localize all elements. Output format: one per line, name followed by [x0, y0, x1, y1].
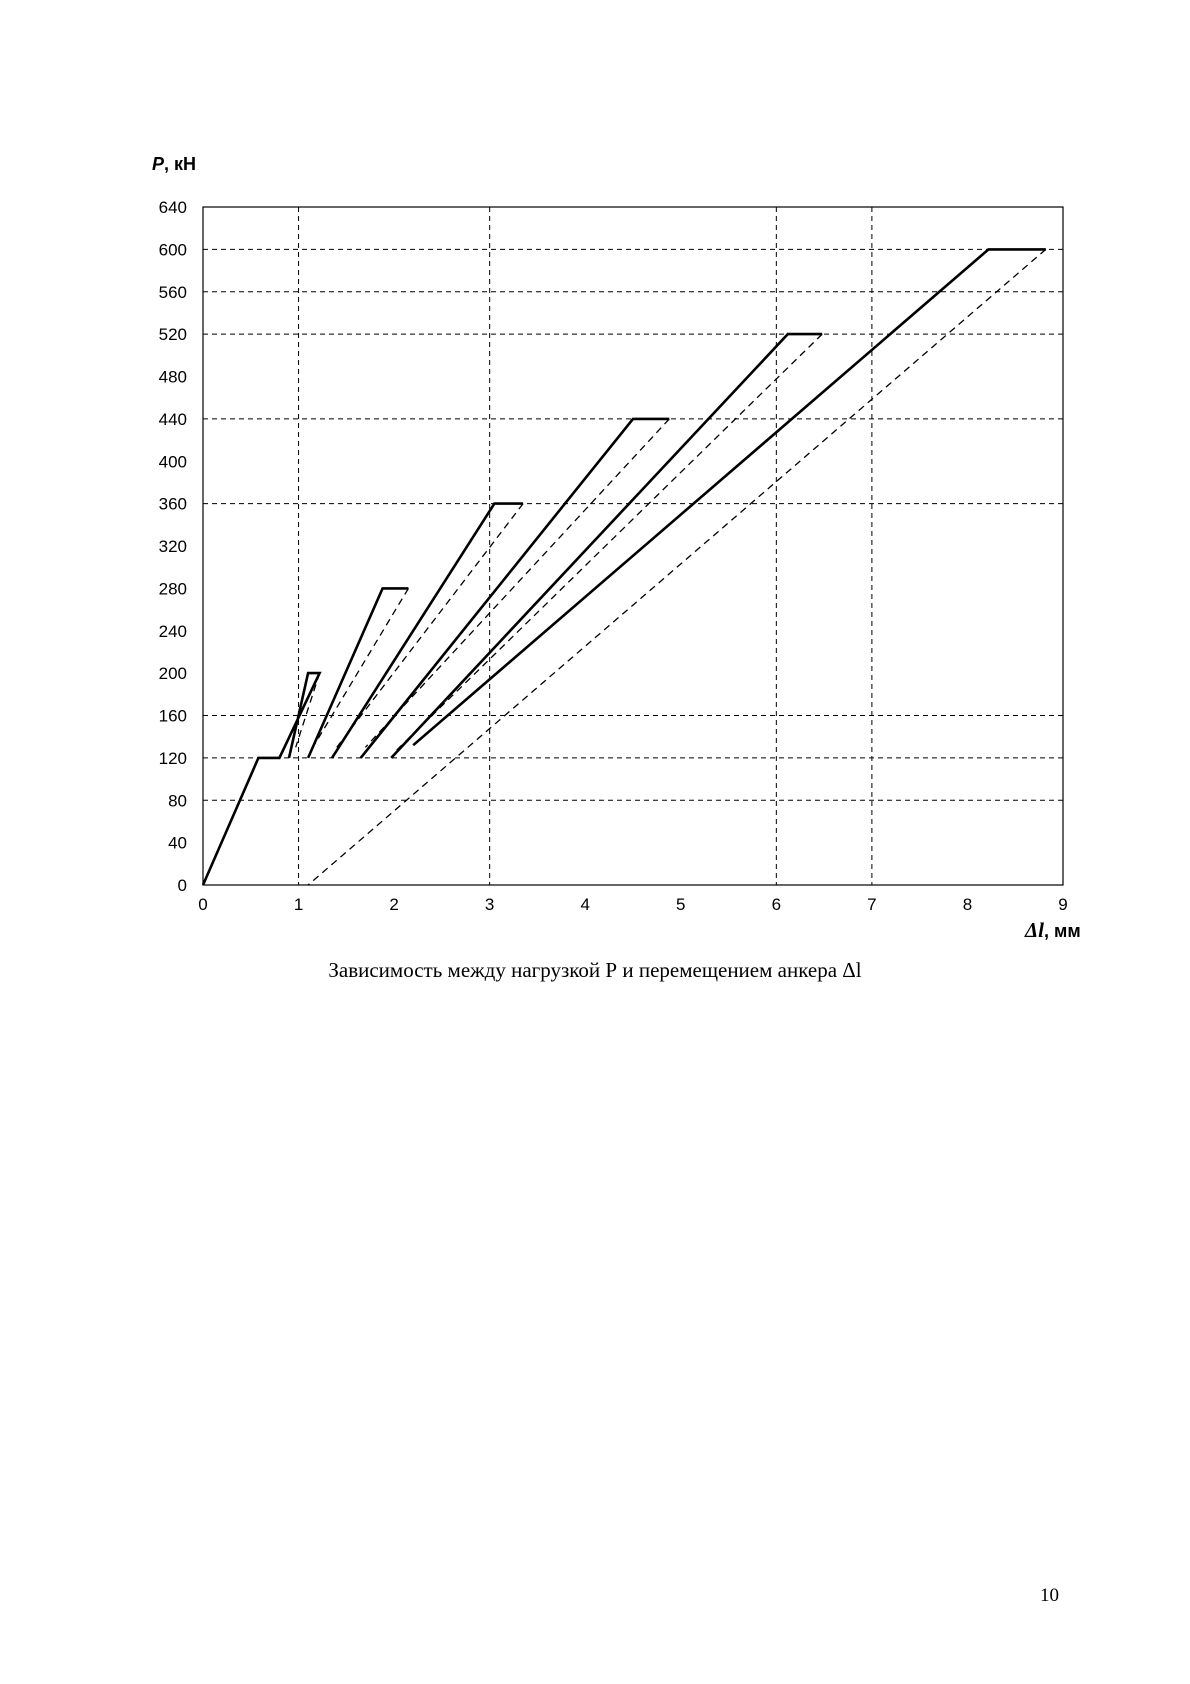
x-tick-label: 1: [293, 895, 304, 914]
y-tick-label: 400: [158, 452, 187, 472]
unloading-curve: [308, 249, 1046, 885]
loading-curve: [203, 673, 320, 885]
y-tick-label: 640: [158, 198, 187, 217]
y-tick-label: 320: [158, 537, 187, 556]
y-tick-label: 360: [158, 494, 187, 514]
x-tick-labels: [198, 895, 1067, 914]
y-tick-label: 0: [177, 876, 187, 895]
x-tick-label: 7: [867, 895, 877, 914]
y-tick-label: 240: [158, 621, 187, 641]
y-tick-labels: [159, 198, 187, 895]
figure-caption: Зависимость между нагрузкой Р и перемещением анкера Δl: [328, 958, 862, 982]
unloading-curve: [313, 588, 409, 747]
y-tick-label: 160: [158, 706, 187, 726]
y-tick-label: 40: [168, 833, 187, 853]
plot-frame: [203, 207, 1063, 885]
grid-lines: [203, 207, 1063, 885]
page-number: 10: [1040, 1585, 1059, 1606]
unloading-curve: [337, 504, 523, 748]
y-tick-label: 560: [158, 282, 187, 302]
y-tick-label: 120: [158, 748, 187, 768]
loading-curve: [413, 249, 1046, 745]
x-tick-label: 9: [1058, 895, 1068, 914]
data-series: [203, 249, 1046, 885]
y-tick-label: 600: [158, 240, 187, 260]
x-tick-label: 4: [580, 895, 590, 914]
y-axis-title: P, кН: [152, 154, 197, 174]
y-tick-label: 280: [158, 579, 187, 599]
x-tick-label: 3: [484, 895, 495, 914]
y-tick-label: 480: [158, 367, 187, 387]
unloading-curve: [365, 419, 669, 747]
x-tick-label: 2: [389, 895, 399, 914]
y-tick-label: 200: [158, 664, 187, 684]
y-tick-label: 80: [168, 791, 187, 811]
x-tick-label: 6: [771, 895, 782, 914]
x-axis-title: Δl, мм: [1025, 918, 1081, 940]
x-tick-label: 0: [198, 895, 208, 914]
x-tick-label: 8: [962, 895, 973, 914]
y-tick-label: 520: [158, 325, 187, 345]
y-tick-label: 440: [158, 409, 187, 429]
x-tick-label: 5: [676, 895, 686, 914]
unloading-curve: [394, 334, 822, 752]
